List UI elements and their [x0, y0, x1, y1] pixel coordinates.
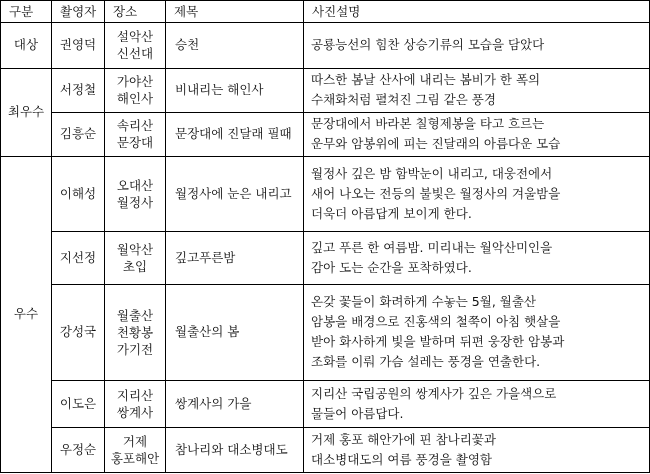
title-cell: 참나리와 대소병대도: [166, 428, 304, 473]
header-place: 장소: [105, 1, 166, 23]
photographer-cell: 이도은: [52, 380, 105, 428]
description-cell: 깊고 푸른 한 여름밤. 미리내는 월악산미인을 감아 도는 순간을 포착하였다.: [304, 232, 650, 285]
table-row: [1, 23, 650, 68]
place-cell: 오대산 월정사: [105, 156, 166, 232]
place-cell: 설악산 신선대: [105, 23, 166, 68]
division-cell: 대상: [1, 23, 52, 68]
description-cell: 지리산 국립공원의 쌍계사가 깊은 가을색으로 물들어 아름답다.: [304, 380, 650, 428]
description-cell: 문장대에서 바라본 칠형제봉을 타고 흐르는 운무와 암봉위에 피는 진달래의 아름다운 모습: [304, 113, 650, 156]
place-cell: 가야산 해인사: [105, 68, 166, 112]
title-cell: 월출산의 봄: [166, 284, 304, 380]
description-cell: 공룡능선의 힘찬 상승기류의 모습을 담았다: [304, 23, 650, 68]
header-photographer: 촬영자: [52, 1, 105, 23]
description-cell: 월정사 깊은 밤 함박눈이 내리고, 대웅전에서 새어 나오는 전등의 불빛은 월정사의 겨울밤을 더욱더 아름답게 보이게 한다.: [304, 156, 650, 232]
title-cell: 비내리는 해인사: [166, 68, 304, 112]
place-cell: 거제 홍포해안: [105, 428, 166, 473]
place-cell: 월출산 천황봉 가기전: [105, 284, 166, 380]
photographer-cell: 김흥순: [52, 113, 105, 156]
place-cell: 지리산 쌍계사: [105, 380, 166, 428]
photographer-cell: 서정철: [52, 68, 105, 112]
title-cell: 쌍계사의 가을: [166, 380, 304, 428]
table-row: [1, 428, 650, 473]
division-cell: 최우수: [1, 68, 52, 156]
title-cell: 깊고푸른밤: [166, 232, 304, 285]
table-row: [1, 284, 650, 380]
table-row: [1, 68, 650, 112]
place-cell: 속리산 문장대: [105, 113, 166, 156]
table-row: [1, 232, 650, 285]
description-cell: 거제 홍포 해안가에 핀 참나리꽃과 대소병대도의 여름 풍경을 촬영함: [304, 428, 650, 473]
photographer-cell: 지선정: [52, 232, 105, 285]
place-cell: 월악산 초입: [105, 232, 166, 285]
photographer-cell: 우정순: [52, 428, 105, 473]
description-cell: 따스한 봄날 산사에 내리는 봄비가 한 폭의 수채화처럼 펼쳐진 그림 같은 풍경: [304, 68, 650, 112]
title-cell: 월정사에 눈은 내리고: [166, 156, 304, 232]
photographer-cell: 권영덕: [52, 23, 105, 68]
description-cell: 온갖 꽃들이 화려하게 수놓는 5월, 월출산 암봉을 배경으로 진홍색의 철쭉이 아침 햇살을 받아 화사하게 빛을 발하며 뒤편 웅장한 암봉과 조화를 이뤄 가슴 설레는 풍경을 연출한다.: [304, 284, 650, 380]
header-title: 제목: [166, 1, 304, 23]
table-row: [1, 156, 650, 232]
table-row: [1, 113, 650, 156]
header-row: [1, 1, 650, 23]
table-row: [1, 380, 650, 428]
title-cell: 문장대에 진달래 필때: [166, 113, 304, 156]
photographer-cell: 이해성: [52, 156, 105, 232]
header-description: 사진설명: [304, 1, 650, 23]
division-cell: 우수: [1, 156, 52, 472]
header-division: 구분: [1, 1, 52, 23]
title-cell: 승천: [166, 23, 304, 68]
photographer-cell: 강성국: [52, 284, 105, 380]
